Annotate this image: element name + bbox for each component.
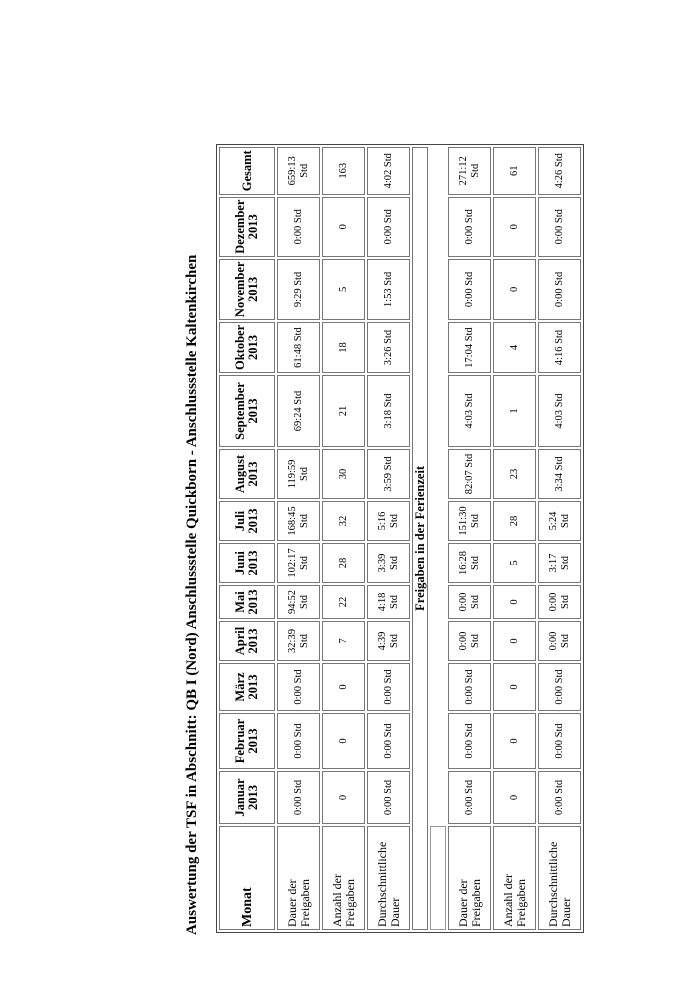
table-cell: 0:00 Std — [448, 585, 491, 619]
table-row — [493, 147, 536, 930]
total-cell: 271:12 Std — [448, 147, 491, 195]
table-cell: 1:53 Std — [367, 259, 410, 320]
table-cell: 0 — [322, 197, 365, 257]
header-cell: März 2013 — [219, 663, 275, 711]
table-cell: 0 — [493, 621, 536, 661]
table-cell: 21 — [322, 375, 365, 447]
table-cell: 69:24 Std — [277, 375, 320, 447]
table-cell: 4 — [493, 322, 536, 373]
table-cell: 0:00 Std — [367, 197, 410, 257]
table-cell: 3:26 Std — [367, 322, 410, 373]
table-cell: 30 — [322, 449, 365, 499]
table-cell: 82:07 Std — [448, 449, 491, 499]
section-1-body — [277, 147, 410, 930]
table-cell: 151:30 Std — [448, 501, 491, 541]
table-cell: 0:00 Std — [367, 663, 410, 711]
table-cell: 4:03 Std — [448, 375, 491, 447]
table-cell: 3:34 Std — [538, 449, 581, 499]
table-cell: 28 — [322, 543, 365, 583]
table-cell: 9:29 Std — [277, 259, 320, 320]
table-cell: 0:00 Std — [277, 663, 320, 711]
table-cell: 7 — [322, 621, 365, 661]
blank-cell — [430, 826, 446, 930]
table-cell: 0 — [322, 771, 365, 824]
section-heading: Freigaben in der Ferienzeit — [412, 147, 428, 930]
table-cell: 22 — [322, 585, 365, 619]
table-cell: 119:59 Std — [277, 449, 320, 499]
table-cell: 0:00 Std — [538, 663, 581, 711]
table-cell: 23 — [493, 449, 536, 499]
table-cell: 0:00 Std — [367, 771, 410, 824]
table-cell: 0:00 Std — [448, 663, 491, 711]
table-cell: 28 — [493, 501, 536, 541]
total-cell: 163 — [322, 147, 365, 195]
table-cell: 0 — [493, 713, 536, 769]
table-cell: 3:39 Std — [367, 543, 410, 583]
table-row — [322, 147, 365, 930]
table-cell: 0:00 Std — [277, 713, 320, 769]
table-cell: 1 — [493, 375, 536, 447]
header-month: Monat — [219, 826, 275, 930]
rotated-document — [172, 55, 700, 935]
table-cell: 3:17 Std — [538, 543, 581, 583]
table-cell: 4:18 Std — [367, 585, 410, 619]
table-cell: 18 — [322, 322, 365, 373]
table-cell: 0 — [322, 713, 365, 769]
total-cell: 61 — [493, 147, 536, 195]
section-heading-row — [412, 147, 428, 930]
table-cell: 17:04 Std — [448, 322, 491, 373]
tsf-table — [216, 144, 584, 933]
header-cell: Oktober 2013 — [219, 322, 275, 373]
table-cell: 0 — [493, 771, 536, 824]
table-cell: 0:00 Std — [277, 771, 320, 824]
row-label: Durchschnittliche Dauer — [538, 826, 581, 930]
table-cell: 5 — [322, 259, 365, 320]
table-cell: 0:00 Std — [538, 197, 581, 257]
total-cell: 659:13 Std — [277, 147, 320, 195]
table-cell: 32 — [322, 501, 365, 541]
table-cell: 4:39 Std — [367, 621, 410, 661]
table-cell: 0 — [493, 663, 536, 711]
table-cell: 16:28 Std — [448, 543, 491, 583]
blank-area — [430, 147, 446, 824]
table-header-row — [219, 147, 275, 930]
document-title: Auswertung der TSF in Abschnitt: QB I (Nord) Anschlussstelle Quickborn - Anschlussstelle Kaltenkirchen — [184, 254, 200, 935]
spacer-row — [430, 147, 446, 930]
table-cell: 0:00 Std — [538, 621, 581, 661]
table-cell: 0 — [322, 663, 365, 711]
total-cell: 4:26 Std — [538, 147, 581, 195]
table-cell: 61:48 Std — [277, 322, 320, 373]
table-cell: 0:00 Std — [448, 621, 491, 661]
header-total: Gesamt — [219, 147, 275, 195]
section-2-body — [448, 147, 581, 930]
header-cell: September 2013 — [219, 375, 275, 447]
header-cell: April 2013 — [219, 621, 275, 661]
table-cell: 0 — [493, 585, 536, 619]
header-cell: Dezember 2013 — [219, 197, 275, 257]
table-cell: 4:16 Std — [538, 322, 581, 373]
header-cell: Mai 2013 — [219, 585, 275, 619]
table-cell: 4:03 Std — [538, 375, 581, 447]
table-cell: 0:00 Std — [277, 197, 320, 257]
table-cell: 0:00 Std — [448, 713, 491, 769]
header-cell: August 2013 — [219, 449, 275, 499]
header-cell: Juni 2013 — [219, 543, 275, 583]
table-cell: 0:00 Std — [538, 771, 581, 824]
table-row — [538, 147, 581, 930]
row-label: Anzahl der Freigaben — [322, 826, 365, 930]
table-cell: 5:24 Std — [538, 501, 581, 541]
table-cell: 32:39 Std — [277, 621, 320, 661]
total-cell: 4:02 Std — [367, 147, 410, 195]
table-cell: 5 — [493, 543, 536, 583]
table-cell: 0:00 Std — [448, 259, 491, 320]
header-cell: Januar 2013 — [219, 771, 275, 824]
row-label: Durchschnittliche Dauer — [367, 826, 410, 930]
table-cell: 0:00 Std — [538, 259, 581, 320]
table-cell: 5:16 Std — [367, 501, 410, 541]
table-cell: 3:59 Std — [367, 449, 410, 499]
header-cell: November 2013 — [219, 259, 275, 320]
table-cell: 0:00 Std — [538, 585, 581, 619]
table-cell: 168:45 Std — [277, 501, 320, 541]
row-label: Dauer der Freigaben — [448, 826, 491, 930]
table-row — [277, 147, 320, 930]
header-cell: Juli 2013 — [219, 501, 275, 541]
row-label: Anzahl der Freigaben — [493, 826, 536, 930]
table-cell: 0 — [493, 197, 536, 257]
header-cell: Februar 2013 — [219, 713, 275, 769]
table-cell: 0 — [493, 259, 536, 320]
row-label: Dauer der Freigaben — [277, 826, 320, 930]
table-cell: 102:17 Std — [277, 543, 320, 583]
table-cell: 0:00 Std — [448, 771, 491, 824]
table-row — [448, 147, 491, 930]
table-cell: 0:00 Std — [448, 197, 491, 257]
table-row — [367, 147, 410, 930]
table-cell: 0:00 Std — [367, 713, 410, 769]
table-cell: 0:00 Std — [538, 713, 581, 769]
table-cell: 3:18 Std — [367, 375, 410, 447]
table-cell: 94:52 Std — [277, 585, 320, 619]
